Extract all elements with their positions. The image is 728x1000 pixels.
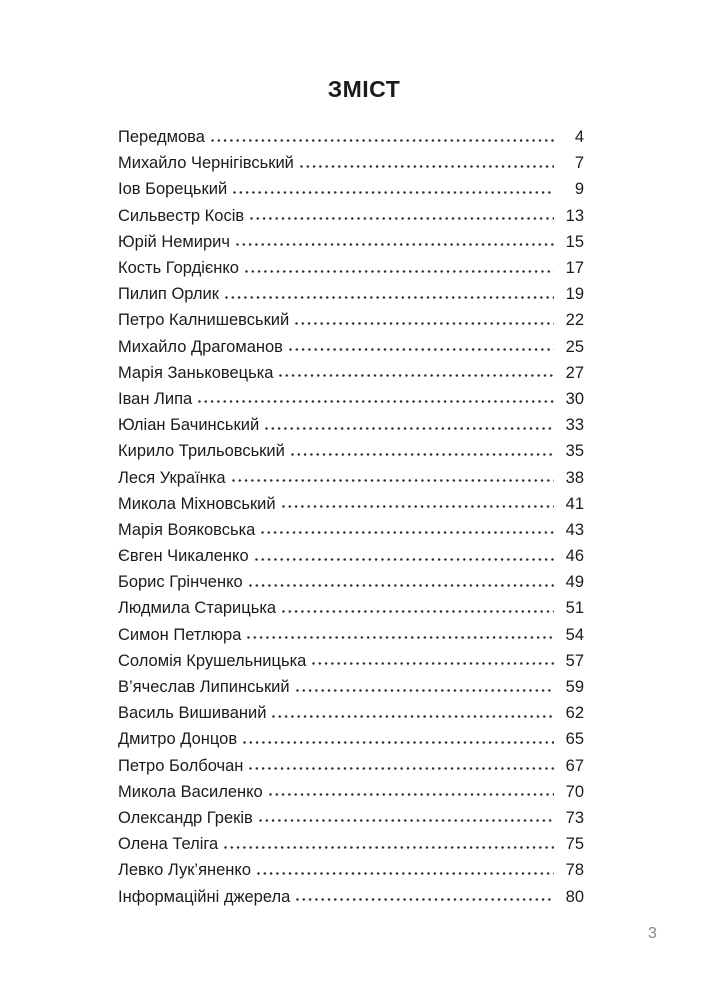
table-of-contents	[118, 124, 584, 910]
dot-leader	[198, 400, 554, 404]
toc-entry-page-number: 33	[565, 416, 584, 435]
toc-entry	[118, 334, 584, 360]
toc-entry-title: Михайло Драгоманов	[118, 337, 283, 356]
dot-leader	[265, 427, 554, 431]
toc-entry	[118, 438, 584, 464]
toc-entry-page-number: 57	[565, 651, 584, 670]
dot-leader	[279, 374, 554, 378]
toc-entry	[118, 517, 584, 543]
toc-entry	[118, 150, 584, 176]
dot-leader	[296, 898, 554, 902]
toc-entry	[118, 255, 584, 281]
dot-leader	[250, 217, 554, 221]
toc-entry-page-number: 46	[565, 547, 584, 566]
toc-entry-title: Соломія Крушельницька	[118, 651, 307, 670]
toc-entry-page-number: 19	[565, 285, 584, 304]
toc-entry-page-number: 25	[565, 337, 584, 356]
toc-entry-title: Інформаційні джерела	[118, 887, 291, 906]
dot-leader	[233, 191, 554, 195]
dot-leader	[247, 636, 554, 640]
toc-entry	[118, 857, 584, 883]
toc-entry-page-number: 38	[565, 468, 584, 487]
toc-entry-page-number: 13	[565, 206, 584, 225]
toc-entry-title: Борис Грінченко	[118, 573, 243, 592]
toc-entry-title: Василь Вишиваний	[118, 704, 267, 723]
toc-entry-page-number: 22	[565, 311, 584, 330]
toc-entry	[118, 412, 584, 438]
toc-entry-page-number: 35	[565, 442, 584, 461]
toc-entry-page-number: 43	[565, 520, 584, 539]
toc-entry-page-number: 70	[565, 782, 584, 801]
toc-entry-page-number: 73	[565, 808, 584, 827]
toc-entry-page-number: 7	[574, 154, 584, 173]
toc-entry	[118, 883, 584, 909]
toc-entry-title: Пилип Орлик	[118, 285, 219, 304]
toc-entry-page-number: 4	[574, 128, 584, 147]
toc-entry-page-number: 78	[565, 861, 584, 880]
toc-entry-title: Михайло Чернігівський	[118, 154, 294, 173]
toc-entry-page-number: 75	[565, 835, 584, 854]
dot-leader	[269, 793, 554, 797]
toc-entry	[118, 281, 584, 307]
toc-entry-title: Марія Заньковецька	[118, 363, 274, 382]
page-number: 3	[648, 925, 657, 942]
toc-entry-title: Леся Українка	[118, 468, 226, 487]
page-title: ЗМІСТ	[327, 76, 401, 102]
toc-entry	[118, 674, 584, 700]
toc-entry	[118, 386, 584, 412]
toc-entry-page-number: 51	[565, 599, 584, 618]
toc-entry	[118, 595, 584, 621]
toc-entry-page-number: 54	[565, 625, 584, 644]
dot-leader	[296, 689, 554, 693]
toc-entry	[118, 779, 584, 805]
dot-leader	[243, 741, 554, 745]
toc-entry-page-number: 15	[565, 232, 584, 251]
toc-entry	[118, 491, 584, 517]
toc-entry-title: Юліан Бачинський	[118, 416, 260, 435]
toc-entry	[118, 360, 584, 386]
toc-entry-page-number: 65	[565, 730, 584, 749]
toc-entry-title: Іван Липа	[118, 389, 193, 408]
dot-leader	[291, 453, 554, 457]
dot-leader	[245, 270, 554, 274]
dot-leader	[312, 662, 554, 666]
toc-entry	[118, 307, 584, 333]
toc-entry	[118, 622, 584, 648]
dot-leader	[282, 505, 554, 509]
toc-entry-title: Микола Міхновський	[118, 494, 276, 513]
toc-entry	[118, 700, 584, 726]
dot-leader	[249, 767, 554, 771]
toc-entry	[118, 831, 584, 857]
toc-entry-title: Кирило Трильовський	[118, 442, 285, 461]
dot-leader	[295, 322, 554, 326]
toc-entry-title: Людмила Старицька	[118, 599, 277, 618]
toc-entry-page-number: 49	[565, 573, 584, 592]
toc-entry	[118, 569, 584, 595]
toc-entry-title: Симон Петлюра	[118, 625, 242, 644]
toc-entry-page-number: 67	[565, 756, 584, 775]
dot-leader	[261, 531, 554, 535]
toc-entry	[118, 753, 584, 779]
toc-entry	[118, 464, 584, 490]
dot-leader	[224, 846, 554, 850]
toc-entry-page-number: 27	[565, 363, 584, 382]
toc-entry-page-number: 41	[565, 494, 584, 513]
dot-leader	[300, 165, 554, 169]
toc-entry-page-number: 9	[574, 180, 584, 199]
toc-entry-title: Олена Теліга	[118, 835, 219, 854]
toc-entry-page-number: 30	[565, 389, 584, 408]
toc-entry-title: Сильвестр Косів	[118, 206, 245, 225]
dot-leader	[211, 139, 554, 143]
toc-entry	[118, 176, 584, 202]
toc-entry	[118, 203, 584, 229]
toc-entry-title: Петро Калнишевський	[118, 311, 290, 330]
dot-leader	[289, 348, 554, 352]
toc-entry-title: Микола Василенко	[118, 782, 263, 801]
dot-leader	[232, 479, 554, 483]
toc-entry	[118, 805, 584, 831]
toc-entry	[118, 124, 584, 150]
toc-entry-page-number: 62	[565, 704, 584, 723]
toc-entry	[118, 726, 584, 752]
toc-entry-title: Олександр Греків	[118, 808, 253, 827]
toc-entry-title: В’ячеслав Липинський	[118, 678, 290, 697]
toc-entry-title: Іов Борецький	[118, 180, 228, 199]
toc-entry	[118, 648, 584, 674]
dot-leader	[259, 819, 554, 823]
toc-entry-title: Дмитро Донцов	[118, 730, 238, 749]
toc-entry-title: Марія Вояковська	[118, 520, 256, 539]
toc-entry-page-number: 80	[565, 887, 584, 906]
dot-leader	[282, 610, 554, 614]
toc-entry-page-number: 59	[565, 678, 584, 697]
dot-leader	[225, 296, 554, 300]
dot-leader	[249, 584, 554, 588]
dot-leader	[255, 558, 554, 562]
toc-entry-title: Юрій Немирич	[118, 232, 230, 251]
dot-leader	[257, 872, 554, 876]
toc-entry-title: Кость Гордієнко	[118, 259, 239, 278]
toc-entry	[118, 229, 584, 255]
toc-entry-title: Передмова	[118, 128, 205, 147]
toc-entry-title: Петро Болбочан	[118, 756, 244, 775]
toc-entry	[118, 543, 584, 569]
dot-leader	[272, 715, 554, 719]
toc-entry-title: Євген Чикаленко	[118, 547, 249, 566]
toc-entry-title: Левко Лук’яненко	[118, 861, 251, 880]
dot-leader	[236, 243, 554, 247]
toc-entry-page-number: 17	[565, 259, 584, 278]
